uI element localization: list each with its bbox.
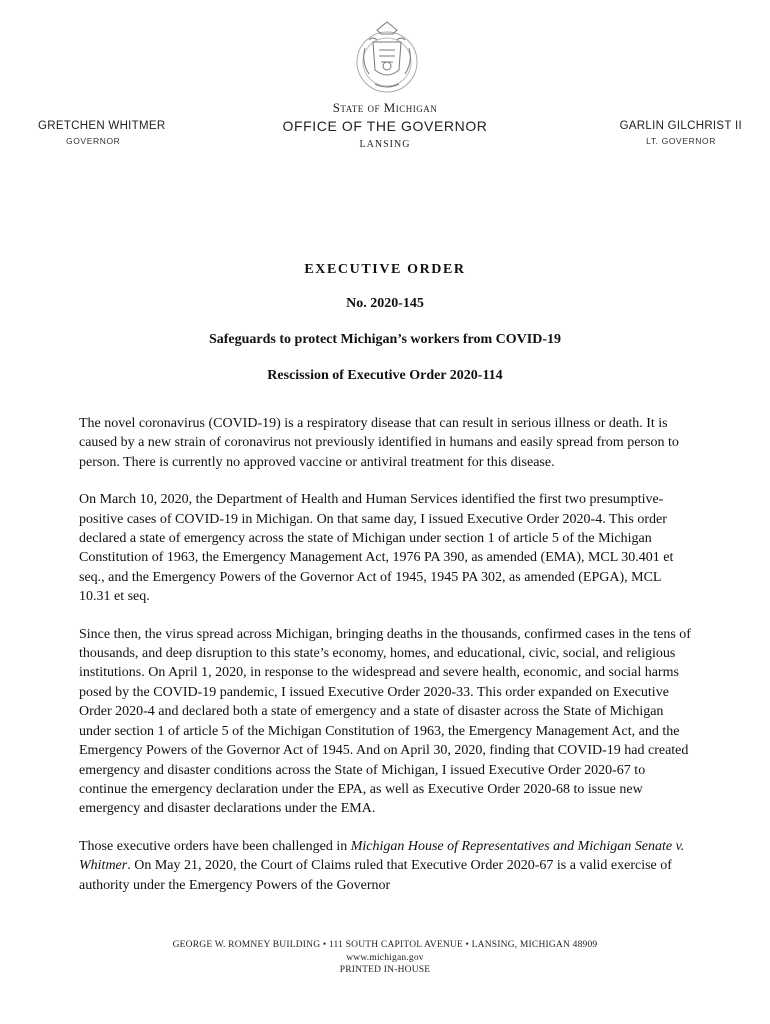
- paragraph-4-rest: . On May 21, 2020, the Court of Claims ruled that Executive Order 2020-67 is a valid exercise of authority under the Emergency Powers of the Governor: [79, 858, 672, 893]
- footer-address: GEORGE W. ROMNEY BUILDING • 111 SOUTH CAPITOL AVENUE • LANSING, MICHIGAN 48909: [172, 940, 598, 950]
- paragraph-2: On March 10, 2020, the Department of Health and Human Services identified the first two presumptive-positive cases of COVID-19 in Michigan. On that same day, I issued Executive Order 2020-4. This order declared a state of emergency across the state of Michigan under section 1 of article 5 of the Michigan Constitution of 1963, the Emergency Management Act, 1976 PA 390, as amended (EMA), MCL 30.401 et seq., and the Emergency Powers of the Governor Act of 1945, 1945 PA 302, as amended (EPGA), MCL 10.31 et seq.: [79, 492, 674, 605]
- order-body: [79, 414, 691, 913]
- governor-title: GOVERNOR: [66, 136, 121, 146]
- order-number: No. 2020-145: [346, 296, 424, 311]
- footer-website: www.michigan.gov: [346, 953, 424, 963]
- state-line: State of Michigan: [332, 100, 438, 115]
- office-city: LANSING: [359, 139, 411, 150]
- great-seal-of-michigan-icon: [355, 18, 419, 98]
- paragraph-1: The novel coronavirus (COVID-19) is a respiratory disease that can result in serious illness or death. It is caused by a new strain of coronavirus not previously identified in humans and easily spread from person to person. There is currently no approved vaccine or antiviral treatment for this disease.: [79, 416, 679, 470]
- lt-governor-name: GARLIN GILCHRIST II: [619, 120, 742, 132]
- footer-printed: PRINTED IN-HOUSE: [339, 965, 431, 975]
- governor-name: GRETCHEN WHITMER: [38, 120, 166, 132]
- case-name: Michigan House of Representatives and Michigan Senate v. Whitmer: [79, 838, 685, 874]
- order-title: EXECUTIVE ORDER: [304, 262, 466, 277]
- paragraph-4: [79, 837, 691, 895]
- paragraph-4-intro: Those executive orders have been challenged in: [79, 838, 351, 854]
- order-rescission: Rescission of Executive Order 2020-114: [267, 368, 503, 383]
- lt-governor-title: LT. GOVERNOR: [646, 136, 716, 146]
- order-subject: Safeguards to protect Michigan’s workers from COVID-19: [208, 332, 562, 347]
- paragraph-3: Since then, the virus spread across Michigan, bringing deaths in the thousands, confirmed cases in the tens of thousands, and deep disruption to this state’s economy, homes, and educational, civic, social, and religious institutions. On April 1, 2020, in response to the widespread and severe health, economic, and social harms posed by the COVID-19 pandemic, I issued Executive Order 2020-33. This order expanded on Executive Order 2020-4 and declared both a state of emergency and a state of disaster across the State of Michigan under section 1 of article 5 of the Michigan Constitution of 1963, the Emergency Management Act, and the Emergency Powers of the Governor Act of 1945. And on April 30, 2020, finding that COVID-19 had created emergency and disaster conditions across the State of Michigan, I issued Executive Order 2020-67 to continue the emergency declaration under the EPA, as well as Executive Order 2020-68 to issue new emergency and disaster declarations under the EMA.: [79, 626, 691, 817]
- office-of-the-governor: OFFICE OF THE GOVERNOR: [282, 118, 488, 134]
